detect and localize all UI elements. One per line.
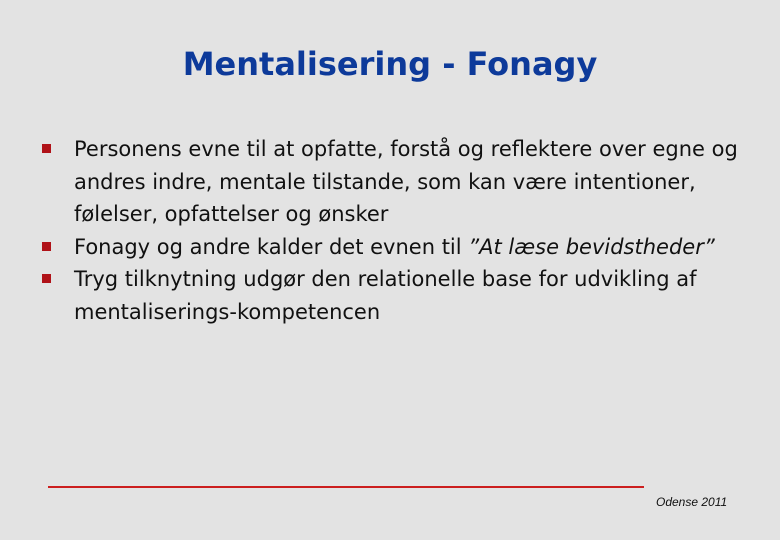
footer-label: Odense 2011 [656, 495, 728, 509]
footer-rule [48, 486, 644, 488]
bullet-item-3 [38, 263, 758, 328]
square-bullet-icon [42, 274, 51, 283]
square-bullet-icon [42, 242, 51, 251]
bullet-item-2 [38, 231, 758, 264]
bullet-list [38, 133, 758, 328]
slide-title: Mentalisering - Fonagy [182, 45, 598, 83]
bullet-text-1: Personens evne til at opfatte, forstå og reflektere over egne og andres indre, mentale tilstande, som kan være intentioner, følelser, opfattelser og ønsker [74, 137, 738, 226]
square-bullet-icon [42, 144, 51, 153]
bullet-text-3: Tryg tilknytning udgør den relationelle base for udvikling af mentaliserings-kompetencen [74, 267, 697, 324]
bullet-item-1 [38, 133, 758, 231]
bullet-quote-2: ”At læse bevidstheder” [468, 234, 715, 259]
bullet-text-2: Fonagy og andre kalder det evnen til [74, 234, 469, 259]
